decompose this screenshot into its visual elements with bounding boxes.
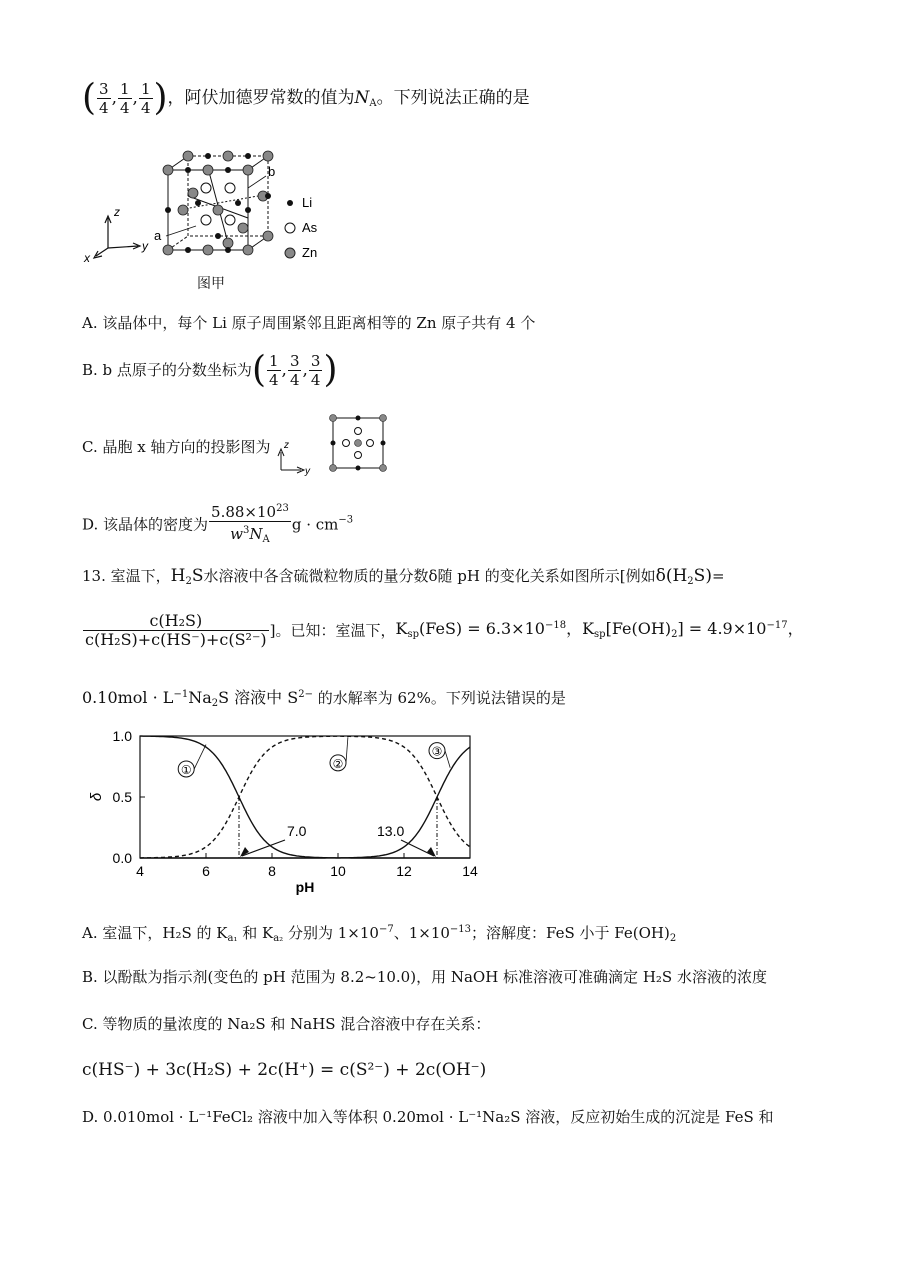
q12-b-prefix: B. b 点原子的分数坐标为 (82, 361, 252, 379)
y-axis-label: δ (88, 792, 105, 802)
coord-frac-2: $\frac{1}{4}$ (120, 80, 130, 117)
legend-zn-sphere (285, 248, 295, 258)
crystal-axes (94, 216, 140, 258)
q13-option-d: D. 0.010mol · L⁻¹FeCl₂ 溶液中加入等体积 0.20mol · L⁻¹Na₂S 溶液，反应初始生成的沉淀是 FeS 和 (82, 1108, 774, 1126)
legend-li-label: Li (302, 195, 313, 210)
coord-frac-3: $\frac{1}{4}$ (140, 80, 151, 117)
q13-line1: 13. 室温下，$H_2S$水溶液中各含硫微粒物质的量分数δ随 pH 的变化关系如图所示[例如$\delta(H_2S)=$ (82, 566, 725, 587)
q13-option-b: B. 以酚酞为指示剂(变色的 pH 范围为 8.2~10.0)，用 NaOH 标准溶液可准确滴定 H₂S 水溶液的浓度 (82, 968, 767, 986)
q13-line3: $0.10mol \cdot L^{-1}Na_2S$ 溶液中 $S^{2-}$ 的水解率为 62%。下列说法错误的是 (82, 688, 566, 709)
b-frac-3: $\frac{3}{4}$ (310, 352, 321, 389)
label-b: b (268, 164, 276, 179)
projection-figure (275, 412, 395, 478)
x-tick-label: 10 (330, 863, 346, 879)
b-frac-2: $\frac{3}{4}$ (289, 352, 300, 389)
proj-axis-y: y (305, 466, 310, 477)
legend-as-label: As (302, 220, 318, 235)
legend-li-dot (287, 200, 293, 206)
y-tick-label: 1.0 (112, 728, 132, 744)
proj-axis-z: z (284, 440, 289, 451)
series-label: ③ (431, 744, 443, 759)
series-hs-line (140, 736, 470, 858)
b-frac-1: $\frac{1}{4}$ (268, 352, 279, 389)
series-label: ① (180, 762, 192, 777)
intro-line: ( $\frac{3}{4}$ , $\frac{1}{4}$ , $\frac{1}{4}$ )，阿伏加德罗常数的值为$N_A$。下列说法正确的是 (82, 77, 530, 119)
na-sub: A (369, 98, 377, 109)
density-frac: $\frac{5.88\times 10^{23}}{w^3N_A}$ (209, 500, 291, 549)
delta-ph-chart (80, 720, 500, 900)
q13-option-c-equation: c(HS⁻) + 3c(H₂S) + 2c(H⁺) = c(S²⁻) + 2c(OH⁻) (82, 1060, 487, 1080)
axis-x-label: x (84, 251, 90, 265)
series-h2s-line (140, 736, 470, 858)
annotation-label: 7.0 (287, 823, 307, 839)
delta-definition-frac: $\frac{\text{c(H₂S)}}{\text{c(H₂S)+c(HS⁻)+c(S²⁻)}}$ (85, 611, 267, 649)
density-unit-exp: −3 (338, 514, 354, 526)
label-a: a (154, 228, 162, 243)
x-tick-label: 14 (462, 863, 478, 879)
annotation-arrowhead (427, 847, 436, 857)
intro-text: ，阿伏加德罗常数的值为 (167, 88, 355, 108)
annotation-arrow (401, 840, 434, 856)
series-label-leader (445, 751, 450, 768)
series-label-leader (346, 737, 348, 763)
coord-frac-1: $\frac{3}{4}$ (99, 80, 109, 117)
series-label-leader (194, 745, 206, 769)
q13-line2: $\frac{\text{c(H₂S)}}{\text{c(H₂S)+c(HS⁻)+c(S²⁻)}}$ ]。已知：室温下，$K_{sp}(FeS) = 6.3\times 10^{-18}$，$K_{sp}[Fe(OH)_2] = 4.9\times 10^{-17}$， (85, 611, 804, 649)
na-symbol: N (354, 88, 370, 108)
y-tick-label: 0.5 (112, 789, 132, 805)
q12-option-c: C. 晶胞 x 轴方向的投影图为 (82, 438, 271, 456)
plot-frame (140, 736, 470, 858)
axis-y-label: y (142, 239, 148, 253)
x-tick-label: 4 (136, 863, 144, 879)
x-tick-label: 8 (268, 863, 276, 879)
proj-zn (330, 415, 387, 472)
series-label: ② (332, 756, 344, 771)
crystal-legend (285, 195, 318, 260)
annotation-label: 13.0 (377, 823, 405, 839)
annotation-arrow (242, 840, 285, 856)
q12-option-d (82, 500, 353, 549)
q12-option-b: B. b 点原子的分数坐标为( $\frac{1}{4}$ , $\frac{3}{4}$ , $\frac{3}{4}$ ) (82, 349, 338, 391)
x-axis-label: pH (295, 879, 315, 895)
axis-z-label: z (114, 205, 120, 219)
y-tick-label: 0.0 (112, 850, 132, 866)
q13-option-a: A. 室温下，H₂S 的 $K_{a_1}$ 和 $K_{a_2}$ 分别为 $1\times 10^{-7}$、$1\times 10^{-13}$；溶解度：FeS 小于 $Fe(OH)_2$ (82, 924, 677, 944)
legend-zn-label: Zn (302, 245, 318, 260)
legend-as-circle (285, 223, 295, 233)
x-tick-label: 12 (396, 863, 412, 879)
density-unit: g · cm (291, 515, 339, 534)
intro-end: 。下列说法正确的是 (376, 88, 530, 108)
crystal-caption: 图甲 (197, 276, 225, 292)
q12-d-prefix: D. 该晶体的密度为 (82, 515, 209, 534)
q13-option-c: C. 等物质的量浓度的 Na₂S 和 NaHS 混合溶液中存在关系： (82, 1015, 491, 1033)
x-tick-label: 6 (202, 863, 210, 879)
q12-option-a: A. 该晶体中，每个 Li 原子周围紧邻且距离相等的 Zn 原子共有 4 个 (82, 314, 536, 332)
